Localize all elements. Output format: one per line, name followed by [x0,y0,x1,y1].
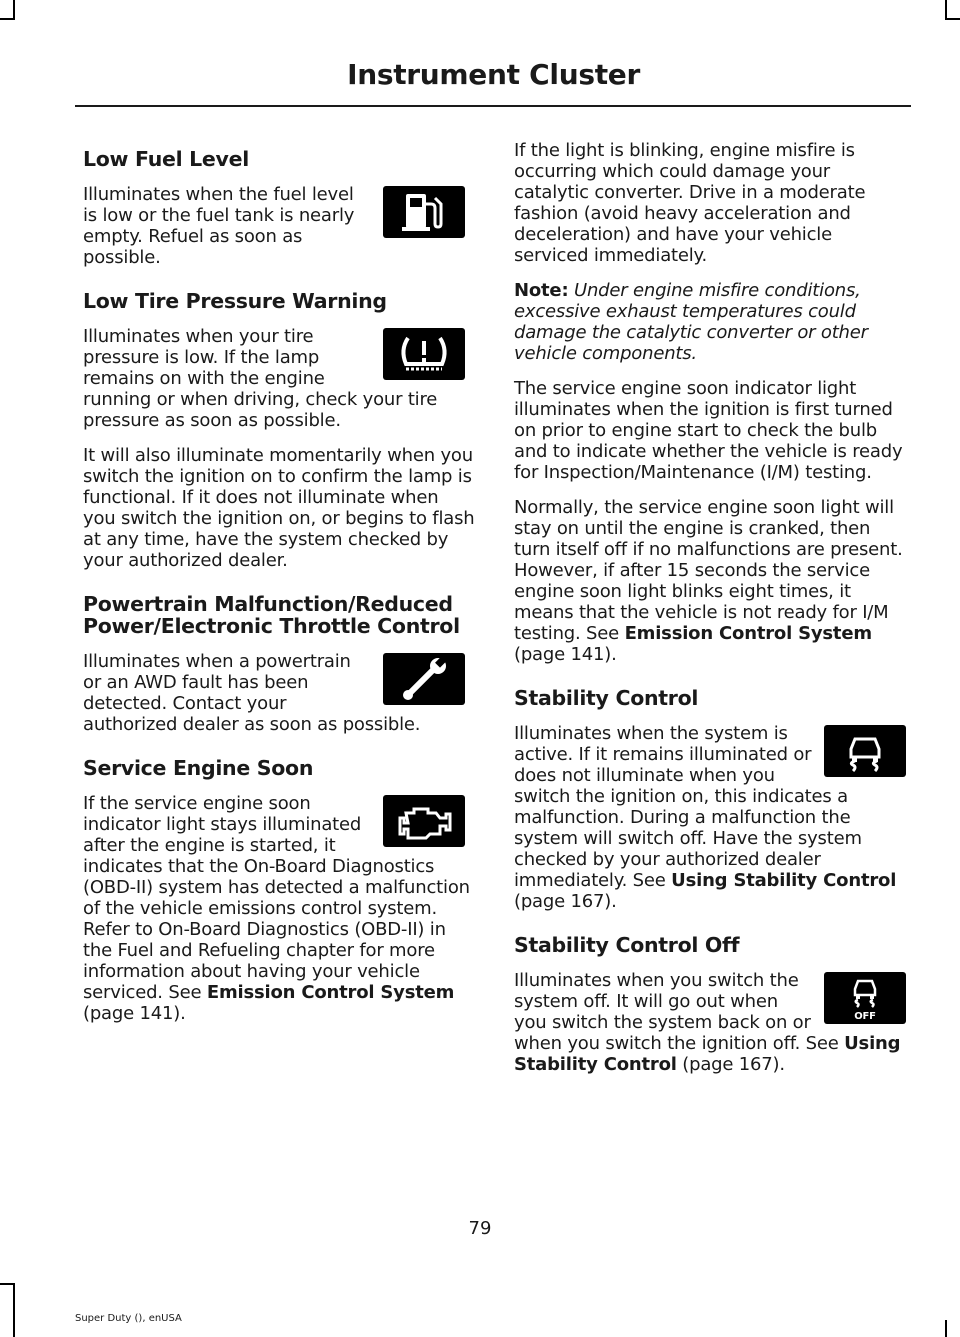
body-text: Normally, the service engine soon light will stay on until the engine is cranked, then turn itself off if no malfunctions are present. However, if after 15 seconds the service engine soon light blinks eight times, it means that the vehicle is not ready for I/M testing. See [514,497,903,644]
right-column [514,140,908,1089]
page-number: 79 [468,1218,492,1239]
section-heading: Stability Control Off [514,933,740,957]
crop-mark [0,1283,15,1285]
section-heading: Service Engine Soon [83,756,314,780]
crop-mark [945,1320,947,1337]
page-reference: (page 167). [682,1054,785,1075]
crop-mark [0,18,15,20]
section-heading: Low Fuel Level [83,147,249,171]
section-text: Illuminates when your tire pressure is low. If the lamp remains on with the engine running or when driving, check your tire pressure as soon as possible. [83,326,438,431]
section-low-fuel [83,140,475,282]
body-text: If the service engine soon indicator light stays illuminated after the engine is started, it indicates that the On-Board Diagnostics (OBD-II) system has detected a malfunction of the vehicle emissions control system. Refer to On-Board Diagnostics (OBD-II) in the Fuel and Refueling chapter for more information about having your vehicle serviced. See [83,793,470,1003]
body-text: Illuminates when the system is active. If it remains illuminated or does not illuminate when you switch the ignition on, this indicates a malfunction. During a malfunction the system will switch off. Have the system checked by your authorized dealer immediately. See [514,723,862,891]
section-low-tire-pressure [83,282,475,585]
document-info: Super Duty (), enUSA [75,1313,182,1324]
crop-mark [13,0,15,18]
normally-paragraph [514,497,908,665]
section-stability-control [514,679,908,926]
page-reference: (page 141). [83,1003,186,1024]
misfire-paragraph: If the light is blinking, engine misfire is occurring which could damage your catalytic converter. Drive in a moderate fashion (avoid heavy acceleration and deceleration) and have your vehicle serviced immediately. [514,140,866,266]
wrench-icon [383,653,465,705]
cross-reference-link[interactable]: Using Stability Control [671,870,897,891]
note-label: Note: [514,280,569,301]
page-header-title: Instrument Cluster [347,58,640,91]
crop-mark [945,18,960,20]
cross-reference-link[interactable]: Using Stability Control [514,1033,901,1075]
section-heading: Stability Control [514,686,699,710]
engine-icon [383,795,465,847]
note-text: Under engine misfire conditions, excessive exhaust temperatures could damage the catalytic converter or other vehicle components. [514,280,868,364]
icon-off-label: OFF [854,1011,876,1021]
note-paragraph [514,280,908,364]
stability-control-off-icon [824,972,906,1024]
section-heading: Powertrain Malfunction/Reduced Power/Electronic Throttle Control [83,592,460,638]
header-divider [75,105,911,107]
section-powertrain [83,585,475,749]
stability-control-icon [824,725,906,777]
section-text: It will also illuminate momentarily when you switch the ignition on to confirm the lamp is functional. If it does not illuminate when you switch the ignition on, or begins to flash at any time, have the system checked by your authorized dealer. [83,445,475,571]
crop-mark [945,0,947,18]
cross-reference-link[interactable]: Emission Control System [624,623,872,644]
tire-pressure-icon [383,328,465,380]
section-text: Illuminates when a powertrain or an AWD fault has been detected. Contact your authorized dealer as soon as possible. [83,651,421,735]
cross-reference-link[interactable]: Emission Control System [206,982,455,1003]
body-text: Illuminates when you switch the system off. It will go out when you switch the system back on or when you switch the ignition off. See [514,970,839,1054]
left-column [83,140,475,1038]
bulb-check-paragraph: The service engine soon indicator light illuminates when the ignition is first turned on prior to engine start to check the bulb and to indicate whether the vehicle is ready for Inspection/Maintenance (I/M) testing. [514,378,903,483]
page-reference: (page 167). [514,891,617,912]
section-text: Illuminates when the fuel level is low or the fuel tank is nearly empty. Refuel as soon as possible. [83,184,355,268]
fuel-pump-icon [383,186,465,238]
section-stability-control-off [514,926,908,1089]
section-heading: Low Tire Pressure Warning [83,289,387,313]
page-reference: (page 141). [514,644,617,665]
section-service-engine-soon [83,749,475,1038]
crop-mark [13,1283,15,1337]
